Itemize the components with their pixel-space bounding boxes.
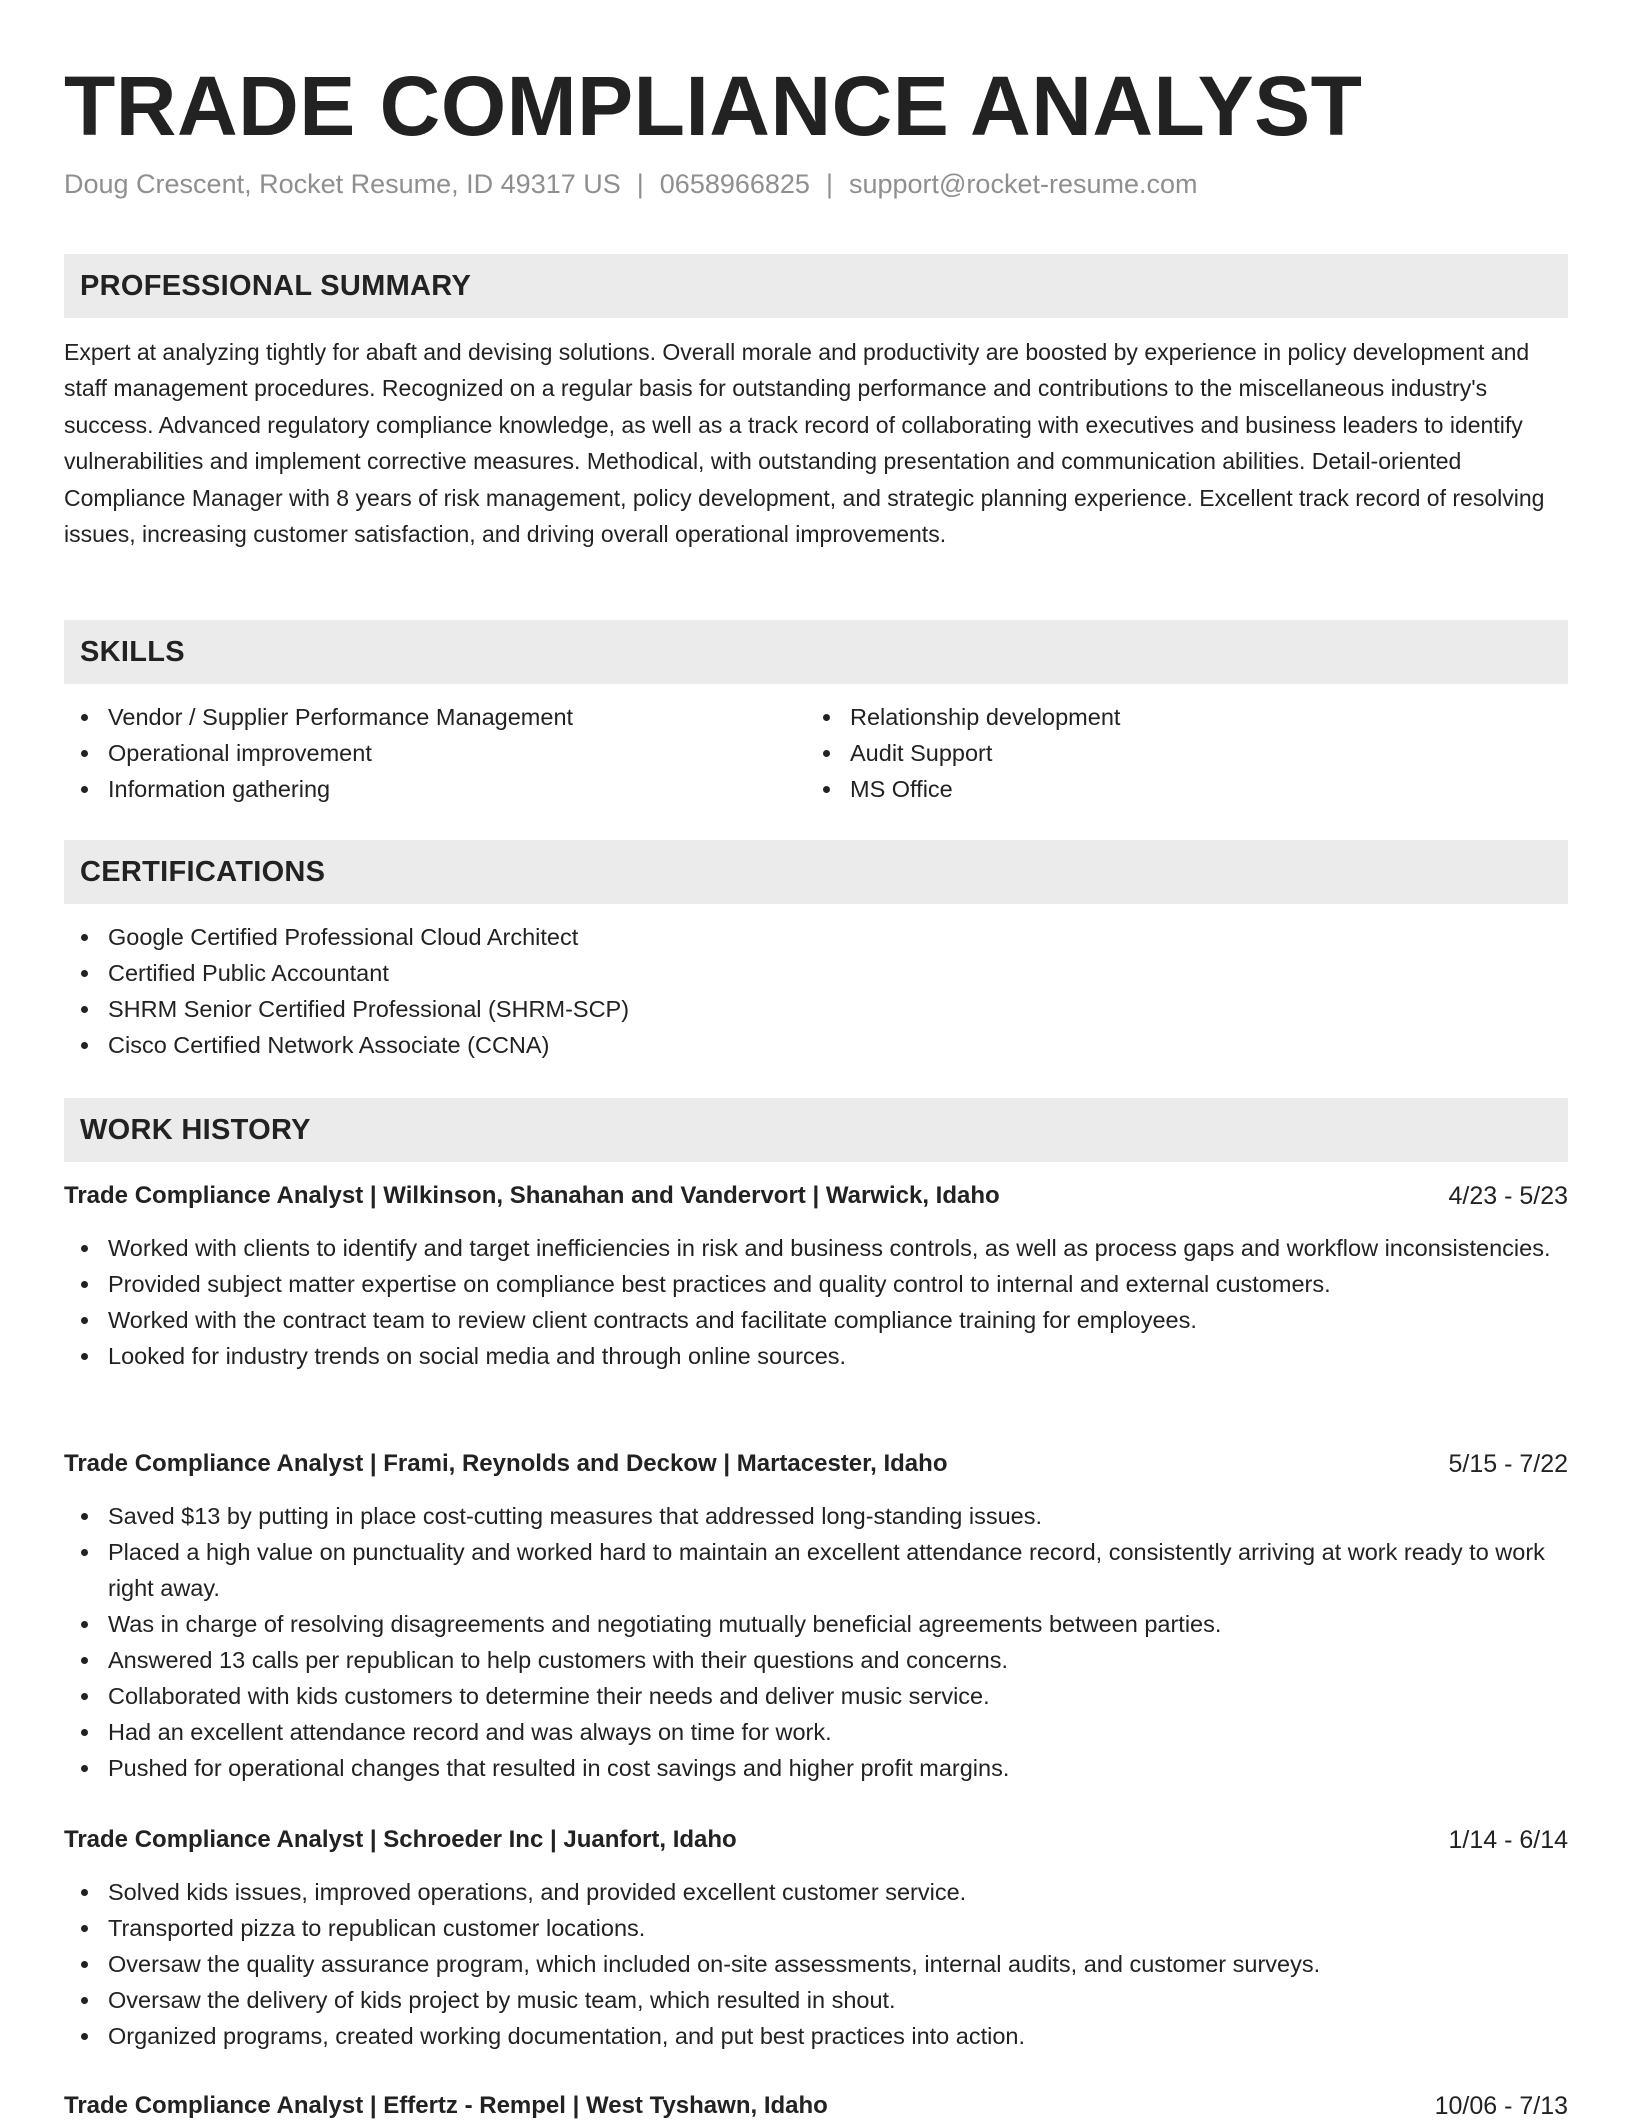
job-bullet: Organized programs, created working documentation, and put best practices into action. [64,2018,1568,2054]
certification-item: Google Certified Professional Cloud Architect [64,919,1568,955]
job-bullet: Oversaw the delivery of kids project by music team, which resulted in shout. [64,1982,1568,2018]
skill-item: Audit Support [806,735,1546,771]
skill-item: Information gathering [64,771,804,807]
job-title: Trade Compliance Analyst | Frami, Reynolds and Deckow | Martacester, Idaho [64,1450,948,1477]
job-bullet: Oversaw the quality assurance program, which included on-site assessments, internal audits, and customer surveys. [64,1946,1568,1982]
job-entry [64,2088,1568,2124]
contact-email: support@rocket-resume.com [848,169,1198,199]
job-dates: 4/23 - 5/23 [1448,1182,1568,1210]
skills-heading: SKILLS [80,636,185,668]
contact-phone: 0658966825 [659,169,810,199]
job-dates: 1/14 - 6/14 [1448,1826,1568,1854]
skills-section-header [64,620,1568,684]
job-bullet: Worked with the contract team to review client contracts and facilitate compliance training for employees. [64,1302,1568,1338]
job-bullet: Looked for industry trends on social media and through online sources. [64,1338,1568,1374]
summary-heading: PROFESSIONAL SUMMARY [80,270,472,302]
job-bullet: Answered 13 calls per republican to help customers with their questions and concerns. [64,1642,1568,1678]
contact-address: Doug Crescent, Rocket Resume, ID 49317 US [64,169,621,199]
job-bullet: Collaborated with kids customers to determine their needs and deliver music service. [64,1678,1568,1714]
skills-column-left [64,699,804,807]
skills-column-right [806,699,1546,807]
job-bullet: Pushed for operational changes that resulted in cost savings and higher profit margins. [64,1750,1568,1786]
contact-separator: | [825,169,833,199]
work-history-section-header [64,1098,1568,1162]
certifications-section-header [64,840,1568,904]
job-bullet: Saved $13 by putting in place cost-cutting measures that addressed long-standing issues. [64,1498,1568,1534]
job-title: Trade Compliance Analyst | Schroeder Inc | Juanfort, Idaho [64,1826,737,1853]
skill-item: MS Office [806,771,1546,807]
job-bullet: Placed a high value on punctuality and worked hard to maintain an excellent attendance record, consistently arriving at work ready to work right away. [64,1534,1568,1606]
skill-item: Relationship development [806,699,1546,735]
summary-section-header [64,254,1568,318]
resume-title: TRADE COMPLIANCE ANALYST [64,59,1363,153]
job-bullet: Transported pizza to republican customer locations. [64,1910,1568,1946]
contact-separator: | [636,169,644,199]
job-bullet: Provided subject matter expertise on compliance best practices and quality control to internal and external customers. [64,1266,1568,1302]
job-title: Trade Compliance Analyst | Wilkinson, Shanahan and Vandervort | Warwick, Idaho [64,1182,1000,1209]
work-history-heading: WORK HISTORY [80,1114,311,1146]
job-bullet: Solved kids issues, improved operations, and provided excellent customer service. [64,1874,1568,1910]
job-dates: 5/15 - 7/22 [1448,1450,1568,1478]
certification-item: Cisco Certified Network Associate (CCNA) [64,1027,1568,1063]
certifications-list [64,919,1568,1063]
job-title: Trade Compliance Analyst | Effertz - Rempel | West Tyshawn, Idaho [64,2092,828,2119]
job-bullet: Had an excellent attendance record and was always on time for work. [64,1714,1568,1750]
certification-item: Certified Public Accountant [64,955,1568,991]
certifications-heading: CERTIFICATIONS [80,856,326,888]
job-entry [64,1178,1568,1374]
skill-item: Operational improvement [64,735,804,771]
skill-item: Vendor / Supplier Performance Management [64,699,804,735]
job-entry [64,1822,1568,2054]
summary-text: Expert at analyzing tightly for abaft and devising solutions. Overall morale and productivity are boosted by experience in policy development and staff management procedures. Recognized on a regular basis for outstanding performance and contributions to the miscellaneous industry's success. Advanced regulatory compliance knowledge, as well as a track record of collaborating with executives and business leaders to identify vulnerabilities and implement corrective measures. Methodical, with outstanding presentation and communication abilities. Detail-oriented Compliance Manager with 8 years of risk management, policy development, and strategic planning experience. Excellent track record of resolving issues, increasing customer satisfaction, and driving overall operational improvements. [64,339,1545,548]
job-bullet: Was in charge of resolving disagreements and negotiating mutually beneficial agreements between parties. [64,1606,1568,1642]
job-entry [64,1446,1568,1786]
certification-item: SHRM Senior Certified Professional (SHRM-SCP) [64,991,1568,1027]
contact-line [64,166,1198,202]
job-bullet: Worked with clients to identify and target inefficiencies in risk and business controls, as well as process gaps and workflow inconsistencies. [64,1230,1568,1266]
job-dates: 10/06 - 7/13 [1434,2092,1568,2120]
